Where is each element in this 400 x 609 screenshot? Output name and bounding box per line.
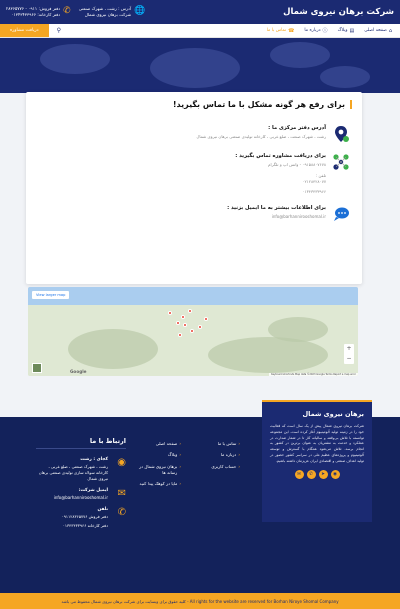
copyright-text: All rights for the website are reserved for Borhan Niroye Shomal Company - کلیه حقوق برای وبسایت برای شرکت برهان نیروی شمال محفوظ می باشد	[61, 598, 339, 604]
map-pin[interactable]	[183, 323, 187, 327]
chat-bubble-icon	[332, 205, 350, 223]
footer-link-label: حساب کاربری	[211, 463, 237, 469]
search-icon[interactable]: ⚲	[56, 27, 61, 34]
footer-link-media[interactable]	[130, 464, 181, 477]
footer-address-text: رشت ، شهرک صنعتی ، ضلع غربی ، کارخانه سولاه سازی تولیدی صنعتی برهان نیروی شمال	[38, 463, 108, 482]
address-text: رشت ، شهرک صنعت ، ضلع غربی ، کارخانه تولیدی صنعتی برهان نیروی شمال	[196, 134, 326, 139]
chevron-left-icon: ‹	[179, 481, 181, 487]
footer-contact-title: ارتباط با ما	[36, 437, 126, 449]
contact-card	[26, 92, 362, 284]
address-title: آدرس دفتر مرکزی ما :	[268, 125, 326, 131]
footer-phone	[36, 507, 126, 529]
footer-link-label: برهان نیروی شمال در رسانه ها	[139, 463, 178, 475]
map-pin[interactable]	[204, 317, 208, 321]
footer-link-home[interactable]	[130, 441, 181, 447]
nav-label: صفحه اصلی	[364, 28, 387, 33]
about-title: برهان نیروی شمال	[302, 410, 364, 418]
telegram-icon[interactable]: ➤	[319, 470, 328, 479]
footer-phone-title: تلفن	[97, 507, 108, 513]
map-pin[interactable]	[176, 321, 180, 325]
footer-link-label: درباره ما	[220, 452, 237, 458]
address-row	[36, 125, 352, 143]
nav-item-contact[interactable]	[267, 28, 295, 34]
consult-row	[36, 153, 352, 195]
main-nav	[0, 24, 400, 38]
map-satellite-toggle[interactable]	[32, 363, 42, 373]
about-box	[262, 400, 372, 522]
consult-whatsapp[interactable]: ۰۹۱۵۸۸۰۷۶۷۸ - واتس اپ و تلگرام	[268, 162, 326, 167]
header-address-line1: آدرس : رشت ، شهرک صنعتی	[78, 5, 132, 11]
map-pin[interactable]	[188, 309, 192, 313]
consult-button[interactable]: دریافت مشاوره	[0, 24, 49, 37]
email-link[interactable]: info@barhannirooshomal.ir	[271, 213, 326, 219]
footer-email-title: ایمیل شرکت:	[78, 488, 108, 494]
header-address-line2: شرکت برهان نیروی شمال	[84, 11, 132, 17]
footer-link-find-us[interactable]	[130, 481, 181, 487]
email-icon[interactable]: ✉	[295, 470, 304, 479]
blog-icon: ▤	[349, 27, 355, 34]
zoom-in-button[interactable]: +	[346, 345, 352, 352]
footer-address	[36, 457, 126, 482]
map-attribution[interactable]: Keyboard shortcuts Map data ©2023 Google Terms Report a map error	[271, 373, 356, 376]
footer-link-about[interactable]	[189, 452, 240, 458]
map-zoom-control	[344, 344, 354, 364]
header-phone	[6, 5, 71, 18]
email-row	[36, 205, 352, 223]
copyright-bar	[0, 593, 400, 609]
chevron-left-icon: ‹	[179, 452, 181, 458]
top-header	[0, 0, 400, 24]
site-footer	[0, 410, 400, 593]
map-pin[interactable]	[198, 325, 202, 329]
phone-icon: ☎	[288, 27, 295, 34]
chevron-left-icon: ‹	[238, 441, 240, 446]
header-address	[79, 5, 146, 18]
footer-contact	[36, 437, 126, 536]
social-links	[270, 470, 364, 479]
google-map[interactable]	[28, 287, 358, 376]
footer-link-label: صفحه اصلی	[155, 441, 178, 446]
footer-phone2[interactable]: دفتر کارخانه ۰۱۳۴۳۴۳۳۹۶۶	[62, 523, 108, 529]
nav-label: تماس با ما	[266, 28, 287, 33]
home-icon: ⌂	[388, 27, 392, 34]
map-pin[interactable]	[181, 315, 185, 319]
envelope-icon: ✉	[117, 488, 126, 500]
email-title: برای اطلاعات بیشتر به ما ایمیل بزنید :	[227, 204, 326, 211]
map-pin[interactable]	[178, 333, 182, 337]
chevron-left-icon: ‹	[238, 463, 240, 469]
footer-email	[36, 488, 126, 501]
nav-item-blog[interactable]	[338, 28, 355, 34]
chevron-left-icon: ‹	[179, 463, 181, 469]
about-text: شرکت برهان نیروی شمال پیش از یک سال است که فعالیت خود را در زمینه تولید آلومینیوم آغاز کرده است. این مجموعه توانسته با تلاش بی‌وقفه و سالیانه کار تا در شمار صدارت در عملکرد و خدمت به مشتریان به عنوان برترین در کشور به انجام برسد. تلاش می‌شود همگام با گسترش و توسعه آلومینیوم و پروژه‌های عظیم ملی در سراسر کشور حضور در تولید اهداف صنعتی و اقتصادی ایران عزیزمان داشته باشیم.	[270, 424, 364, 463]
phone-icon: ✆	[63, 6, 71, 17]
footer-link-blog[interactable]	[130, 452, 181, 458]
footer-link-label: وبلاگ	[167, 452, 178, 458]
location-icon: ◉	[117, 457, 126, 468]
instagram-icon[interactable]: ◉	[331, 470, 340, 479]
consult-title: برای دریافت مشاوره تماس بگیرید :	[235, 153, 326, 159]
consult-phone2[interactable]: ۰۲۱۲۸۴۲۸۰۷۷	[302, 179, 326, 185]
contact-card-title: برای رفع هر گونه مشکل با ما تماس بگیرید!	[36, 100, 352, 109]
info-icon: ⓘ	[322, 28, 328, 34]
consult-phone3[interactable]: ۰۱۳۴۳۴۳۳۹۶۶	[302, 188, 326, 194]
location-pin-icon	[332, 125, 350, 143]
footer-link-label: مایا در کوهک پیدا کنید	[139, 481, 178, 487]
zoom-out-button[interactable]: −	[346, 355, 352, 362]
brand-name[interactable]: شرکت برهان نیروی شمال	[283, 7, 394, 17]
consult-phone-label: تلفن :	[315, 173, 326, 179]
hero-banner	[0, 38, 400, 93]
google-logo: Google	[70, 369, 87, 374]
chevron-left-icon: ‹	[179, 441, 181, 446]
footer-link-contact[interactable]	[189, 441, 240, 447]
footer-phone1[interactable]: دفتر فروش ۰۹۱۱۲۸۳۶۵۷۷۶	[61, 514, 108, 520]
nav-label: وبلاگ	[337, 28, 348, 33]
map-pin[interactable]	[168, 311, 172, 315]
footer-link-label: تماس با ما	[217, 441, 237, 446]
footer-link-account[interactable]	[189, 464, 240, 477]
whatsapp-icon[interactable]: ✆	[307, 470, 316, 479]
consult-network-icon	[332, 153, 350, 171]
chevron-left-icon: ‹	[238, 452, 240, 458]
footer-address-title: کجای : رشت	[80, 457, 108, 462]
footer-links	[130, 441, 240, 487]
map-pin[interactable]	[190, 329, 194, 333]
nav-item-home[interactable]	[364, 28, 392, 34]
nav-item-about[interactable]	[304, 27, 327, 34]
header-phone-line1: دفتر فروش: ۰۹۱۱ - ۲۸۳۶۵۷۷۶	[6, 5, 61, 11]
header-phone-line2: دفتر کارخانه: ۰۱۳۴۳۴۳۳۹۶۶	[11, 11, 61, 17]
globe-icon: 🌐	[134, 6, 146, 17]
view-larger-map-link[interactable]: View larger map	[32, 291, 69, 299]
footer-email-link[interactable]: info@barhannirooshomal.ir	[53, 495, 108, 501]
nav-label: درباره ما	[304, 28, 321, 33]
phone-icon: ✆	[117, 507, 126, 519]
